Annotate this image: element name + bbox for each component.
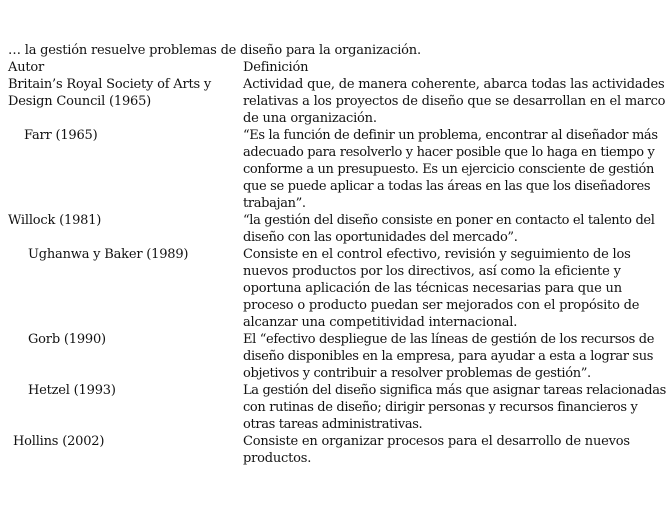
definition-cell: Consiste en el control efectivo, revisión y seguimiento de los nuevos productos por los directivos, así como la eficiente y oportuna aplicación de las técnicas necesarias para que un proceso o producto puedan ser mejorados con el propósito de alcanzar una competitividad internacional. — [243, 247, 640, 330]
definition-cell: El “efectivo despliegue de las líneas de gestión de los recursos de diseño disponibles en la empresa, para ayudar a esta a lograr sus objetivos y contribuir a resolver problemas de gestión”. — [243, 332, 655, 381]
author-cell: Farr (1965) — [24, 128, 98, 143]
table-header-row — [8, 59, 668, 76]
table-caption: … la gestión resuelve problemas de diseño para la organización. — [8, 43, 421, 58]
author-cell: Hetzel (1993) — [28, 383, 116, 398]
author-cell: Gorb (1990) — [28, 332, 106, 347]
definition-cell: “Es la función de definir un problema, encontrar al diseñador más adecuado para resolverlo y hacer posible que lo haga en tiempo y conforme a un presupuesto. Es un ejercicio consciente de gestión que se puede aplicar a todas las áreas en las que los diseñadores trabajan”. — [243, 128, 658, 211]
column-header-author: Autor — [8, 60, 45, 75]
table-row-ughanwa-baker — [8, 246, 668, 331]
column-header-definition: Definición — [243, 60, 309, 75]
table-row-willock — [8, 212, 668, 246]
table-body — [8, 76, 668, 467]
definition-cell: Consiste en organizar procesos para el desarrollo de nuevos productos. — [243, 434, 630, 466]
author-cell: Hollins (2002) — [13, 434, 105, 449]
definition-cell: “la gestión del diseño consiste en poner en contacto el talento del diseño con las oportunidades del mercado”. — [243, 213, 655, 245]
table-row-hetzel — [8, 382, 668, 433]
table-row-rsa — [8, 76, 668, 127]
author-cell: Willock (1981) — [8, 213, 102, 228]
definition-cell: Actividad que, de manera coherente, abarca todas las actividades relativas a los proyectos de diseño que se desarrollan en el marco de una organización. — [243, 77, 666, 126]
table-row-gorb — [8, 331, 668, 382]
definition-cell: La gestión del diseño significa más que asignar tareas relacionadas con rutinas de diseño; dirigir personas y recursos financieros y otras tareas administrativas. — [243, 383, 666, 432]
author-cell: Britain’s Royal Society of Arts y Design Council (1965) — [8, 77, 212, 109]
table-row-hollins — [8, 433, 668, 467]
table-row-farr — [8, 127, 668, 212]
author-cell: Ughanwa y Baker (1989) — [28, 247, 189, 262]
